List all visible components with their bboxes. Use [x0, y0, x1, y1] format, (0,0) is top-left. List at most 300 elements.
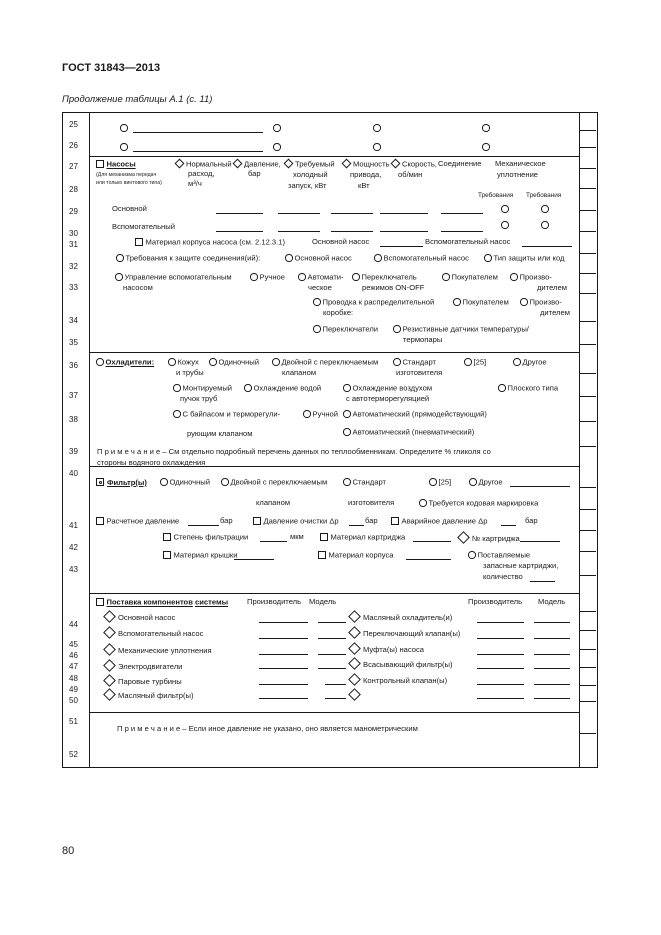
- radio-icon: [96, 358, 104, 366]
- side-tick: [580, 630, 596, 631]
- side-tick: [580, 293, 596, 294]
- row-number: 30: [69, 229, 78, 238]
- radio-icon: [313, 298, 321, 306]
- row-number: 50: [69, 696, 78, 705]
- radio-icon: [541, 221, 549, 229]
- row-number: 47: [69, 662, 78, 671]
- pumps-title[interactable]: [96, 160, 136, 168]
- col-seal: Механическое: [495, 159, 546, 168]
- pumps-note: (Для механизма передач или только винтового типа): [96, 172, 162, 186]
- cooler-plate[interactable]: Плоского типа: [498, 384, 558, 392]
- filter-cover-material[interactable]: Материал крышки: [163, 551, 237, 559]
- row-25-field[interactable]: [133, 132, 263, 133]
- row-26-radio[interactable]: [273, 143, 283, 151]
- supply-field[interactable]: [259, 622, 308, 623]
- section-divider: [89, 593, 580, 594]
- cooler-manual[interactable]: Ручной: [303, 410, 338, 418]
- control-switch[interactable]: Переключатель: [352, 273, 417, 281]
- protection-aux[interactable]: Вспомогательный насос: [374, 254, 469, 262]
- radio-icon: [343, 478, 351, 486]
- row-number: 40: [69, 469, 78, 478]
- side-tick: [580, 487, 596, 488]
- checkbox-icon: [163, 533, 171, 541]
- radio-icon: [468, 551, 476, 559]
- row-number: 29: [69, 207, 78, 216]
- row-number: 43: [69, 565, 78, 574]
- alarm-pressure-field[interactable]: [501, 525, 516, 526]
- side-tick: [580, 701, 596, 702]
- radio-icon: [501, 205, 509, 213]
- supply-model-a: Модель: [309, 597, 337, 606]
- row-number: 36: [69, 361, 78, 370]
- border-top: [62, 112, 598, 113]
- diamond-icon: [103, 626, 116, 639]
- cooler-air-2: с автотерморегуляцией: [346, 394, 430, 403]
- row-number: 26: [69, 141, 78, 150]
- diamond-icon: [391, 159, 401, 169]
- checkbox-icon: [96, 598, 104, 606]
- diamond-icon: [348, 688, 361, 701]
- side-tick: [580, 551, 596, 552]
- side-tick: [580, 575, 596, 576]
- checkbox-icon: [253, 517, 261, 525]
- clean-pressure-field[interactable]: [349, 525, 364, 526]
- col-coupling: Соединение: [438, 159, 482, 168]
- row-26-radio[interactable]: [482, 143, 492, 151]
- radio-icon: [373, 143, 381, 151]
- supply-field[interactable]: [534, 684, 570, 685]
- side-tick: [580, 611, 596, 612]
- control-maker-2: дителем: [537, 283, 567, 292]
- radio-icon: [273, 124, 281, 132]
- supply-field[interactable]: [325, 684, 346, 685]
- supply-field[interactable]: [259, 638, 308, 639]
- filter-alarm-pressure[interactable]: Аварийное давление Δp: [391, 517, 487, 525]
- row-number: 46: [69, 651, 78, 660]
- side-tick: [580, 509, 596, 510]
- cooler-removable-2: пучок труб: [180, 394, 218, 403]
- supply-field[interactable]: [534, 698, 570, 699]
- row-number: 44: [69, 620, 78, 629]
- radio-icon: [173, 384, 181, 392]
- cartridge-material-field[interactable]: [413, 541, 451, 542]
- supply-field[interactable]: [325, 698, 346, 699]
- section-divider: [89, 712, 580, 713]
- row-number: 37: [69, 391, 78, 400]
- diamond-icon: [175, 159, 185, 169]
- checkbox-icon: [96, 160, 104, 168]
- supply-field[interactable]: [477, 638, 524, 639]
- cooler-shell-2: и трубы: [176, 368, 204, 377]
- radio-icon: [343, 384, 351, 392]
- radio-icon: [115, 273, 123, 281]
- supply-item[interactable]: Паровые турбины: [104, 676, 182, 686]
- final-note: П р и м е ч а н и е – Если иное давление не указано, оно является манометрическим: [117, 724, 418, 733]
- radio-icon: [343, 428, 351, 436]
- filter-std-2: изготовителя: [348, 498, 395, 507]
- supply-item[interactable]: [349, 690, 363, 700]
- side-tick: [580, 649, 596, 650]
- radio-icon: [510, 273, 518, 281]
- supply-field[interactable]: [318, 654, 346, 655]
- pump-main-field[interactable]: [216, 213, 263, 214]
- unit-bar: бар: [220, 516, 233, 525]
- col-req-2: холодный: [293, 170, 328, 179]
- row-number: 52: [69, 750, 78, 759]
- checkbox-icon: [163, 551, 171, 559]
- diamond-icon: [103, 659, 116, 672]
- row-number: 41: [69, 521, 78, 530]
- side-tick: [580, 446, 596, 447]
- filter-body-material[interactable]: Материал корпуса: [318, 551, 394, 559]
- casing-main-label: Основной насос: [312, 237, 370, 246]
- cooler-auto-pneum[interactable]: Автоматический (пневматический): [343, 428, 474, 436]
- row-number: 34: [69, 316, 78, 325]
- radio-icon: [272, 358, 280, 366]
- filter-degree[interactable]: Степень фильтрации: [163, 533, 248, 541]
- casing-main-field[interactable]: [380, 246, 423, 247]
- radio-icon: [541, 205, 549, 213]
- radio-icon: [429, 478, 437, 486]
- body-material-field[interactable]: [406, 559, 451, 560]
- cooler-ref[interactable]: [25]: [464, 358, 486, 366]
- row-25-radio[interactable]: [482, 124, 492, 132]
- supply-field[interactable]: [318, 638, 346, 639]
- aux-control[interactable]: Управление вспомогательным: [115, 273, 232, 281]
- side-tick: [580, 210, 596, 211]
- radio-icon: [513, 358, 521, 366]
- radio-icon: [273, 143, 281, 151]
- radio-icon: [498, 384, 506, 392]
- side-tick: [580, 344, 596, 345]
- supply-item[interactable]: Вспомогательный насос: [104, 628, 203, 638]
- pump-aux-field[interactable]: [216, 231, 263, 232]
- diamond-icon: [103, 674, 116, 687]
- pump-aux-label: Вспомогательный: [112, 222, 175, 231]
- row-number: 27: [69, 162, 78, 171]
- section-divider: [89, 156, 580, 157]
- checkbox-icon: [391, 517, 399, 525]
- side-tick: [580, 396, 596, 397]
- supply-item[interactable]: Контрольный клапан(ы): [349, 675, 447, 685]
- col-power-2: привода,: [350, 170, 382, 179]
- supply-field[interactable]: [477, 698, 524, 699]
- pump-main-field[interactable]: [278, 213, 320, 214]
- side-tick: [580, 253, 596, 254]
- control-auto[interactable]: Автомати-: [298, 273, 344, 281]
- pump-aux-req-radio[interactable]: [541, 221, 551, 229]
- sensors[interactable]: Резистивные датчики температуры/: [393, 325, 529, 333]
- diamond-icon: [233, 159, 243, 169]
- pump-main-label: Основной: [112, 204, 147, 213]
- filter-single[interactable]: Одиночный: [160, 478, 210, 486]
- supply-field[interactable]: [318, 622, 346, 623]
- filter-design-pressure[interactable]: Расчетное давление: [96, 517, 179, 525]
- wiring-maker[interactable]: Произво-: [520, 298, 562, 306]
- side-tick: [580, 273, 596, 274]
- unit-bar-3: бар: [525, 516, 538, 525]
- filter-other-field[interactable]: [510, 486, 570, 487]
- supply-field[interactable]: [318, 668, 346, 669]
- protection-req[interactable]: Требования к защите соединения(ий):: [116, 254, 260, 262]
- col-speed-2: об/мин: [398, 170, 423, 179]
- casing-aux-label: Вспомогательный насос: [425, 237, 511, 246]
- border-bottom: [62, 767, 598, 768]
- radio-icon: [442, 273, 450, 281]
- row-25-radio[interactable]: [373, 124, 383, 132]
- supply-field[interactable]: [477, 684, 524, 685]
- filter-std[interactable]: Стандарт: [343, 478, 386, 486]
- protection-main[interactable]: Основной насос: [285, 254, 352, 262]
- row-25-radio[interactable]: [273, 124, 283, 132]
- row-25-radio[interactable]: [120, 124, 130, 132]
- filter-code-marking[interactable]: Требуется кодовая маркировка: [419, 499, 538, 507]
- filter-spare-3: количество: [483, 572, 523, 581]
- radio-icon: [352, 273, 360, 281]
- diamond-icon: [348, 610, 361, 623]
- supply-item[interactable]: Масляный фильтр(ы): [104, 690, 193, 700]
- filter-double[interactable]: Двойной с переключаемым: [221, 478, 327, 486]
- side-tick: [580, 733, 596, 734]
- radio-icon: [373, 124, 381, 132]
- radio-icon: [393, 325, 401, 333]
- pump-aux-field[interactable]: [331, 231, 373, 232]
- design-pressure-field[interactable]: [188, 525, 219, 526]
- coolers-note: П р и м е ч а н и е – См отдельно подробный перечень данных по теплообменникам. Определите % гликоля со: [97, 447, 491, 456]
- wiring[interactable]: Проводка к распределительной: [313, 298, 434, 306]
- radio-icon: [469, 478, 477, 486]
- radio-icon: [484, 254, 492, 262]
- diamond-icon: [342, 159, 352, 169]
- filter-other[interactable]: Другое: [469, 478, 503, 486]
- control-switch-2: режимов ON-OFF: [362, 283, 425, 292]
- wiring-buyer[interactable]: Покупателем: [453, 298, 509, 306]
- radio-icon: [374, 254, 382, 262]
- diamond-icon: [348, 626, 361, 639]
- row-number: 25: [69, 120, 78, 129]
- supply-field[interactable]: [259, 668, 308, 669]
- row-number: 35: [69, 338, 78, 347]
- supply-mfr-b: Производитель: [468, 597, 523, 606]
- filter-double-2: клапаном: [256, 498, 291, 507]
- pump-main-field[interactable]: [331, 213, 373, 214]
- supply-field[interactable]: [534, 638, 570, 639]
- radio-icon: [250, 273, 258, 281]
- filter-ref[interactable]: [25]: [429, 478, 451, 486]
- supply-field[interactable]: [259, 698, 308, 699]
- cooler-removable[interactable]: Монтируемый: [173, 384, 232, 392]
- supply-field[interactable]: [477, 668, 524, 669]
- radio-icon: [209, 358, 217, 366]
- cooler-std[interactable]: Стандарт: [393, 358, 436, 366]
- row-number: 48: [69, 674, 78, 683]
- radio-icon: [343, 410, 351, 418]
- supply-model-b: Модель: [538, 597, 566, 606]
- col-pressure: Давление,: [233, 160, 281, 168]
- standard-title: ГОСТ 31843—2013: [62, 62, 161, 74]
- unit-um: мкм: [290, 532, 304, 541]
- req-a: Требования: [478, 192, 514, 199]
- side-tick: [580, 188, 596, 189]
- radio-icon: [313, 325, 321, 333]
- side-tick: [580, 421, 596, 422]
- diamond-icon: [103, 643, 116, 656]
- diamond-icon: [348, 657, 361, 670]
- row-number: 39: [69, 447, 78, 456]
- supply-item[interactable]: Основной насос: [104, 612, 175, 622]
- radio-icon: [464, 358, 472, 366]
- row-number-divider: [89, 112, 90, 768]
- pump-aux-field[interactable]: [441, 231, 483, 232]
- protection-code[interactable]: Тип защиты или код: [484, 254, 564, 262]
- supply-field[interactable]: [534, 654, 570, 655]
- side-tick: [580, 231, 596, 232]
- supply-item[interactable]: Всасывающий фильтр(ы): [349, 659, 453, 669]
- radio-icon: [453, 298, 461, 306]
- pump-main-req-radio[interactable]: [541, 205, 551, 213]
- req-b: Требования: [526, 192, 562, 199]
- filter-cartridge-material[interactable]: Материал картриджа: [320, 533, 405, 541]
- wiring-2: коробке:: [323, 308, 354, 317]
- casing-aux-field[interactable]: [522, 246, 572, 247]
- supply-item[interactable]: Переключающий клапан(ы): [349, 628, 460, 638]
- radio-icon: [160, 478, 168, 486]
- control-maker[interactable]: Произво-: [510, 273, 552, 281]
- side-tick: [580, 168, 596, 169]
- control-manual[interactable]: Ручное: [250, 273, 285, 281]
- cooler-other[interactable]: Другое: [513, 358, 547, 366]
- checkbox-icon: [135, 238, 143, 246]
- diamond-icon: [103, 610, 116, 623]
- filter-spare[interactable]: Поставляемые: [468, 551, 530, 559]
- supply-field[interactable]: [477, 622, 524, 623]
- radio-icon: [501, 221, 509, 229]
- casing-material[interactable]: Материал корпуса насоса (см. 2.12.3.1): [135, 238, 285, 246]
- row-number: 45: [69, 640, 78, 649]
- col-req-3: запуск, кВт: [288, 181, 327, 190]
- supply-item[interactable]: Механические уплотнения: [104, 645, 212, 655]
- selected-radio-icon: [96, 478, 104, 486]
- side-tick: [580, 667, 596, 668]
- side-tick: [580, 130, 596, 131]
- side-tick: [580, 530, 596, 531]
- col-flow-3: м³/ч: [188, 179, 202, 188]
- filter-spare-2: запасные картриджи,: [483, 561, 559, 570]
- aux-control-2: насосом: [123, 283, 153, 292]
- col-req: Требуемый: [284, 160, 335, 168]
- control-buyer[interactable]: Покупателем: [442, 273, 498, 281]
- filter-cartridge-no[interactable]: № картриджа: [458, 533, 520, 543]
- cooler-double[interactable]: Двойной с переключаемым: [272, 358, 378, 366]
- side-tick: [580, 373, 596, 374]
- cooler-bypass[interactable]: С байпасом и терморегули-: [173, 410, 280, 418]
- filter-degree-field[interactable]: [260, 541, 287, 542]
- cover-material-field[interactable]: [234, 559, 274, 560]
- row-26-radio[interactable]: [373, 143, 383, 151]
- pump-aux-field[interactable]: [380, 231, 428, 232]
- filter-clean-pressure[interactable]: Давление очистки Δp: [253, 517, 339, 525]
- supply-item[interactable]: Электродвигатели: [104, 661, 182, 671]
- border-left: [62, 112, 63, 768]
- checkbox-icon: [96, 517, 104, 525]
- cartridge-no-field[interactable]: [520, 541, 560, 542]
- supply-field[interactable]: [534, 622, 570, 623]
- radio-icon: [303, 410, 311, 418]
- page-number: 80: [62, 845, 75, 857]
- row-number: 49: [69, 685, 78, 694]
- pump-aux-req-radio[interactable]: [501, 221, 511, 229]
- diamond-icon: [284, 159, 294, 169]
- pump-aux-field[interactable]: [278, 231, 320, 232]
- cooler-single[interactable]: Одиночный: [209, 358, 259, 366]
- supply-field[interactable]: [259, 654, 308, 655]
- radio-icon: [120, 143, 128, 151]
- radio-icon: [393, 358, 401, 366]
- cooler-air[interactable]: Охлаждение воздухом: [343, 384, 432, 392]
- radio-icon: [419, 499, 427, 507]
- side-tick: [580, 321, 596, 322]
- pump-main-req-radio[interactable]: [501, 205, 511, 213]
- radio-icon: [120, 124, 128, 132]
- filters-title[interactable]: Фильтр(ы): [96, 478, 147, 487]
- cooler-auto-direct[interactable]: Автоматический (прямодействующий): [343, 410, 487, 418]
- supply-item[interactable]: Масляный охладитель(и): [349, 612, 452, 622]
- side-tick: [580, 147, 596, 148]
- pump-main-field[interactable]: [380, 213, 428, 214]
- radio-icon: [244, 384, 252, 392]
- cooler-water[interactable]: Охлаждение водой: [244, 384, 321, 392]
- supply-title[interactable]: Поставка компонентов системы: [96, 598, 228, 606]
- radio-icon: [285, 254, 293, 262]
- spare-qty-field[interactable]: [530, 581, 555, 582]
- radio-icon: [482, 143, 490, 151]
- radio-icon: [482, 124, 490, 132]
- unit-bar-2: бар: [365, 516, 378, 525]
- row-number: 33: [69, 283, 78, 292]
- radio-icon: [168, 358, 176, 366]
- col-power: Мощность: [342, 160, 390, 168]
- diamond-icon: [103, 688, 116, 701]
- cooler-double-2: клапаном: [282, 368, 317, 377]
- col-pressure-2: бар: [248, 169, 261, 178]
- row-26-radio[interactable]: [120, 143, 130, 151]
- coolers-title[interactable]: Охладители:: [96, 358, 154, 366]
- supply-field[interactable]: [534, 668, 570, 669]
- diamond-icon: [348, 642, 361, 655]
- radio-icon: [298, 273, 306, 281]
- cooler-shell[interactable]: Кожух: [168, 358, 199, 366]
- pumps-title-text: Насосы: [106, 159, 136, 169]
- row-number: 28: [69, 185, 78, 194]
- coolers-note-2: стороны водяного охлаждения: [97, 458, 206, 467]
- pump-main-field[interactable]: [441, 213, 483, 214]
- row-26-field[interactable]: [133, 151, 263, 152]
- radio-icon: [221, 478, 229, 486]
- table-caption: Продолжение таблицы А.1 (с. 11): [62, 94, 213, 105]
- side-tick: [580, 685, 596, 686]
- wiring-maker-2: дителем: [540, 308, 570, 317]
- control-auto-2: ческое: [308, 283, 332, 292]
- row-number: 31: [69, 240, 78, 249]
- supply-item[interactable]: Муфта(ы) насоса: [349, 644, 424, 654]
- border-right: [597, 112, 598, 768]
- supply-field[interactable]: [259, 684, 308, 685]
- supply-field[interactable]: [477, 654, 524, 655]
- checkbox-icon: [318, 551, 326, 559]
- switches[interactable]: Переключатели: [313, 325, 378, 333]
- col-power-3: кВт: [358, 181, 370, 190]
- row-number: 38: [69, 415, 78, 424]
